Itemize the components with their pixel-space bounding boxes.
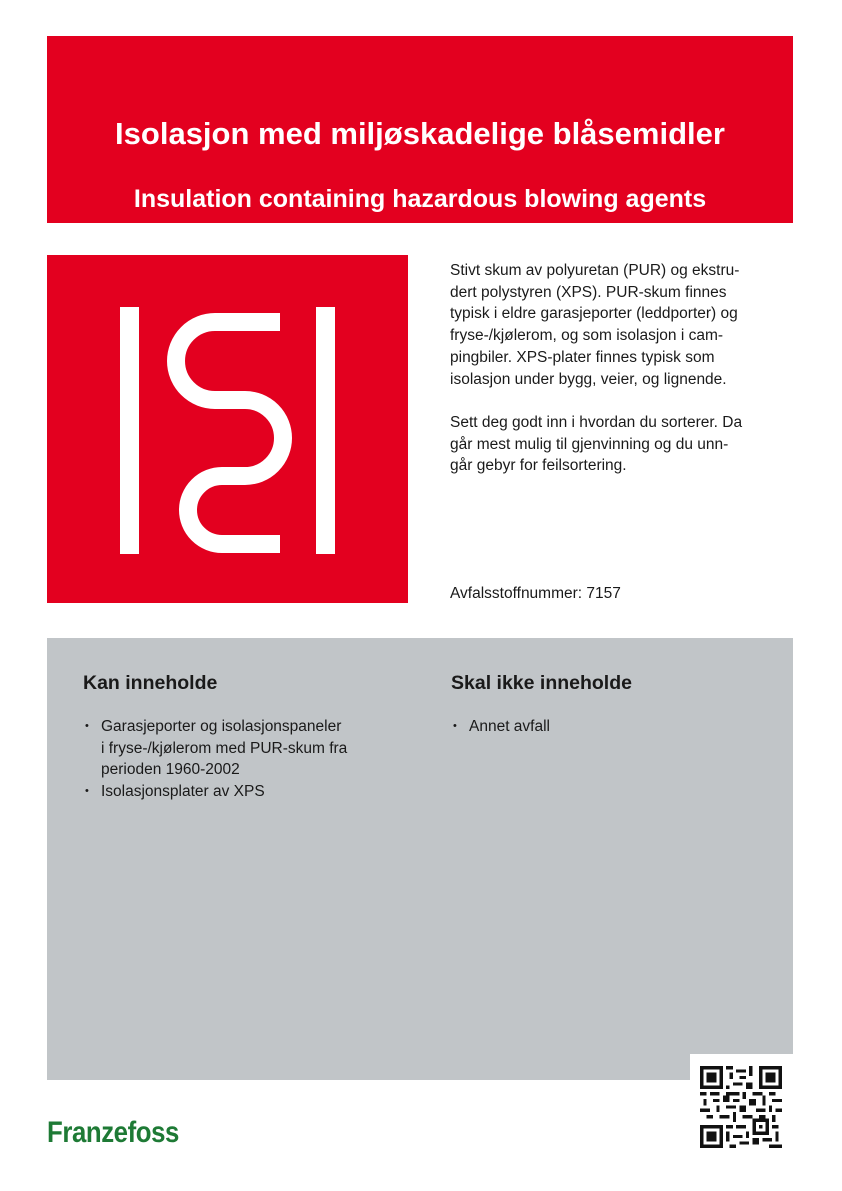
description-paragraph-1: [450, 260, 796, 390]
description-line: isolasjon under bygg, veier, og lignende.: [450, 370, 727, 388]
must-not-contain-heading: Skal ikke inneholde: [451, 672, 632, 694]
description-line: fryse-/kjølerom, og som isolasjon i cam-: [450, 327, 724, 345]
waste-number: Avfalsstoffnummer: 7157: [450, 585, 621, 602]
description-line: typisk i eldre garasjeporter (leddporter) og: [450, 305, 738, 323]
list-item-line: Isolasjonsplater av XPS: [101, 782, 265, 800]
can-contain-heading: Kan inneholde: [83, 672, 218, 694]
header-banner: [47, 36, 793, 223]
description-line: Sett deg godt inn i hvordan du sorterer. Da: [450, 413, 743, 431]
description-paragraph-2: [450, 412, 796, 477]
qr-code[interactable]: [690, 1054, 793, 1157]
list-item: [83, 781, 403, 803]
description-line: går mest mulig til gjenvinning og du unn-: [450, 435, 729, 453]
description-line: pingbiler. XPS-plater finnes typisk som: [450, 348, 715, 366]
qr-code-icon: [700, 1066, 782, 1148]
can-contain-list: [83, 716, 403, 802]
list-item-line: perioden 1960-2002: [101, 761, 240, 778]
can-contain-section: [83, 670, 403, 802]
brand-logo: Franzefoss: [47, 1116, 179, 1149]
list-item: [451, 716, 771, 738]
contents-panel: [47, 638, 793, 1080]
description-line: går gebyr for feilsortering.: [450, 457, 627, 475]
list-item-line: Annet avfall: [469, 718, 550, 735]
description: [450, 260, 796, 499]
description-line: dert polystyren (XPS). PUR-skum finnes: [450, 283, 727, 301]
hazardous-waste-symbol-icon: [47, 255, 408, 603]
list-item-line: Garasjeporter og isolasjonspaneler: [101, 718, 342, 735]
must-not-contain-section: [451, 670, 771, 738]
list-item-line: i fryse-/kjølerom med PUR-skum fra: [101, 739, 348, 757]
must-not-contain-list: [451, 716, 771, 738]
description-line: Stivt skum av polyuretan (PUR) og ekstru-: [450, 262, 740, 279]
list-item: [83, 716, 403, 781]
title-english: Insulation containing hazardous blowing agents: [133, 185, 707, 213]
title-norwegian: Isolasjon med miljøskadelige blåsemidler: [115, 116, 725, 151]
hazard-symbol-panel: [47, 255, 408, 603]
